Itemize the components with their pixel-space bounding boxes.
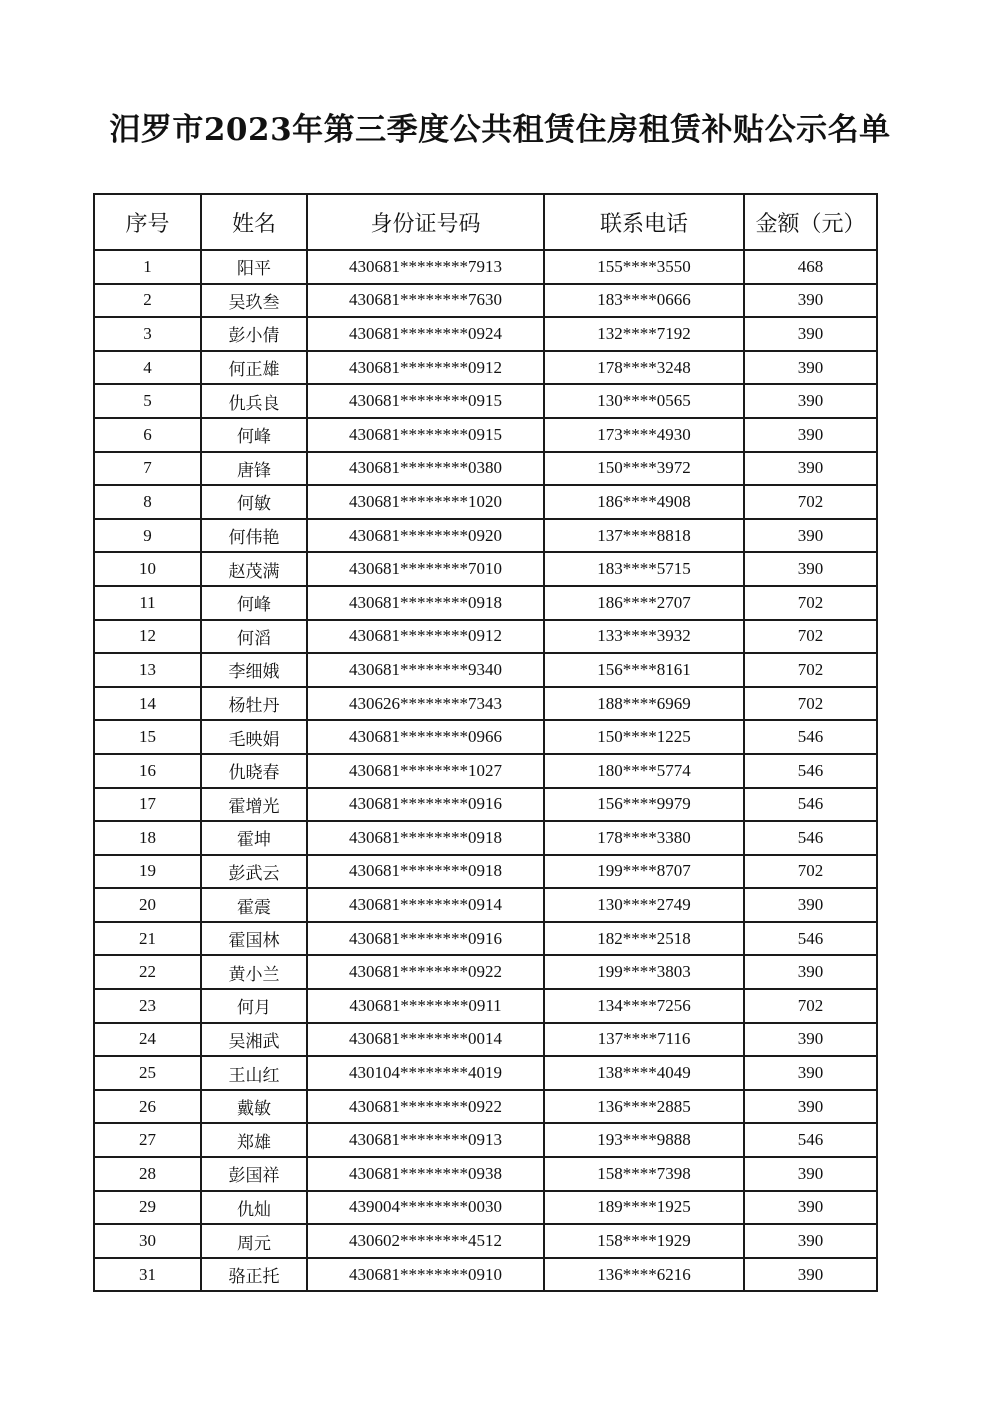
cell-id-number: 430681********0922: [307, 1090, 544, 1124]
table-row: [94, 284, 877, 318]
cell-id-number: 430681********0916: [307, 922, 544, 956]
cell-name: 郑雄: [201, 1123, 307, 1157]
cell-phone: 186****2707: [544, 586, 744, 620]
table-row: [94, 653, 877, 687]
cell-name: 王山红: [201, 1056, 307, 1090]
cell-phone: 136****6216: [544, 1258, 744, 1292]
cell-index: 27: [94, 1123, 201, 1157]
cell-phone: 150****1225: [544, 720, 744, 754]
cell-name: 何滔: [201, 620, 307, 654]
cell-amount: 390: [744, 519, 877, 553]
cell-amount: 390: [744, 452, 877, 486]
cell-phone: 182****2518: [544, 922, 744, 956]
cell-index: 3: [94, 317, 201, 351]
cell-amount: 546: [744, 1123, 877, 1157]
table-row: [94, 1090, 877, 1124]
header-id-number: 身份证号码: [307, 194, 544, 250]
cell-amount: 390: [744, 1191, 877, 1225]
table-row: [94, 552, 877, 586]
cell-id-number: 430681********1027: [307, 754, 544, 788]
cell-phone: 155****3550: [544, 250, 744, 284]
cell-amount: 390: [744, 1224, 877, 1258]
table-row: [94, 620, 877, 654]
table-row: [94, 418, 877, 452]
cell-phone: 156****8161: [544, 653, 744, 687]
cell-index: 10: [94, 552, 201, 586]
cell-id-number: 430681********0922: [307, 955, 544, 989]
cell-phone: 137****7116: [544, 1023, 744, 1057]
cell-index: 20: [94, 888, 201, 922]
cell-id-number: 430104********4019: [307, 1056, 544, 1090]
cell-id-number: 430681********0938: [307, 1157, 544, 1191]
table-row: [94, 1157, 877, 1191]
cell-index: 29: [94, 1191, 201, 1225]
header-name: 姓名: [201, 194, 307, 250]
cell-index: 30: [94, 1224, 201, 1258]
cell-index: 22: [94, 955, 201, 989]
cell-phone: 158****7398: [544, 1157, 744, 1191]
cell-phone: 137****8818: [544, 519, 744, 553]
cell-id-number: 430681********0911: [307, 989, 544, 1023]
cell-index: 5: [94, 384, 201, 418]
cell-name: 黄小兰: [201, 955, 307, 989]
cell-name: 霍增光: [201, 788, 307, 822]
cell-index: 17: [94, 788, 201, 822]
subsidy-table: [93, 193, 878, 1292]
cell-amount: 468: [744, 250, 877, 284]
cell-name: 何正雄: [201, 351, 307, 385]
cell-name: 戴敏: [201, 1090, 307, 1124]
cell-amount: 390: [744, 284, 877, 318]
cell-index: 13: [94, 653, 201, 687]
table-row: [94, 250, 877, 284]
cell-amount: 702: [744, 485, 877, 519]
cell-name: 毛映娟: [201, 720, 307, 754]
cell-amount: 546: [744, 788, 877, 822]
cell-phone: 193****9888: [544, 1123, 744, 1157]
cell-name: 霍震: [201, 888, 307, 922]
cell-index: 9: [94, 519, 201, 553]
page-title: 汨罗市2023年第三季度公共租赁住房租赁补贴公示名单: [109, 112, 891, 148]
cell-id-number: 439004********0030: [307, 1191, 544, 1225]
cell-phone: 189****1925: [544, 1191, 744, 1225]
cell-amount: 546: [744, 821, 877, 855]
cell-id-number: 430681********1020: [307, 485, 544, 519]
cell-id-number: 430602********4512: [307, 1224, 544, 1258]
cell-amount: 702: [744, 620, 877, 654]
table-row: [94, 1123, 877, 1157]
cell-name: 杨牡丹: [201, 687, 307, 721]
table-row: [94, 788, 877, 822]
cell-id-number: 430681********0380: [307, 452, 544, 486]
table-row: [94, 888, 877, 922]
table-row: [94, 452, 877, 486]
cell-index: 25: [94, 1056, 201, 1090]
table-row: [94, 754, 877, 788]
cell-id-number: 430681********7630: [307, 284, 544, 318]
cell-index: 2: [94, 284, 201, 318]
table-row: [94, 519, 877, 553]
cell-phone: 130****2749: [544, 888, 744, 922]
cell-id-number: 430681********0920: [307, 519, 544, 553]
cell-amount: 390: [744, 384, 877, 418]
cell-index: 19: [94, 855, 201, 889]
cell-name: 何月: [201, 989, 307, 1023]
cell-name: 骆正托: [201, 1258, 307, 1292]
cell-phone: 199****8707: [544, 855, 744, 889]
cell-phone: 173****4930: [544, 418, 744, 452]
cell-id-number: 430681********7010: [307, 552, 544, 586]
cell-index: 11: [94, 586, 201, 620]
cell-amount: 390: [744, 955, 877, 989]
cell-amount: 702: [744, 687, 877, 721]
cell-index: 7: [94, 452, 201, 486]
cell-index: 23: [94, 989, 201, 1023]
cell-amount: 702: [744, 586, 877, 620]
table-row: [94, 384, 877, 418]
cell-name: 彭武云: [201, 855, 307, 889]
cell-phone: 188****6969: [544, 687, 744, 721]
cell-amount: 546: [744, 720, 877, 754]
cell-name: 仇晓春: [201, 754, 307, 788]
cell-id-number: 430681********0915: [307, 418, 544, 452]
cell-name: 唐锋: [201, 452, 307, 486]
header-amount: 金额（元）: [744, 194, 877, 250]
cell-id-number: 430681********9340: [307, 653, 544, 687]
table-row: [94, 855, 877, 889]
cell-index: 26: [94, 1090, 201, 1124]
cell-id-number: 430626********7343: [307, 687, 544, 721]
cell-id-number: 430681********0912: [307, 351, 544, 385]
cell-amount: 390: [744, 1023, 877, 1057]
cell-amount: 390: [744, 351, 877, 385]
table-row: [94, 1258, 877, 1292]
cell-phone: 156****9979: [544, 788, 744, 822]
cell-name: 彭国祥: [201, 1157, 307, 1191]
cell-index: 21: [94, 922, 201, 956]
table-row: [94, 720, 877, 754]
cell-id-number: 430681********0014: [307, 1023, 544, 1057]
cell-amount: 390: [744, 1258, 877, 1292]
cell-name: 仇灿: [201, 1191, 307, 1225]
cell-phone: 130****0565: [544, 384, 744, 418]
table-row: [94, 1191, 877, 1225]
cell-phone: 138****4049: [544, 1056, 744, 1090]
table-row: [94, 1224, 877, 1258]
cell-amount: 390: [744, 418, 877, 452]
cell-index: 8: [94, 485, 201, 519]
cell-name: 阳平: [201, 250, 307, 284]
table-body: [94, 250, 877, 1291]
table-row: [94, 922, 877, 956]
cell-index: 15: [94, 720, 201, 754]
cell-id-number: 430681********0918: [307, 855, 544, 889]
table-header-row: [94, 194, 877, 250]
cell-name: 吴玖叁: [201, 284, 307, 318]
cell-name: 何敏: [201, 485, 307, 519]
table-row: [94, 1056, 877, 1090]
cell-phone: 178****3380: [544, 821, 744, 855]
cell-phone: 183****0666: [544, 284, 744, 318]
cell-phone: 158****1929: [544, 1224, 744, 1258]
cell-index: 12: [94, 620, 201, 654]
cell-phone: 136****2885: [544, 1090, 744, 1124]
cell-id-number: 430681********0916: [307, 788, 544, 822]
cell-id-number: 430681********7913: [307, 250, 544, 284]
cell-id-number: 430681********0910: [307, 1258, 544, 1292]
cell-id-number: 430681********0912: [307, 620, 544, 654]
cell-phone: 150****3972: [544, 452, 744, 486]
cell-name: 何峰: [201, 418, 307, 452]
cell-name: 何伟艳: [201, 519, 307, 553]
table-row: [94, 687, 877, 721]
cell-index: 6: [94, 418, 201, 452]
cell-phone: 178****3248: [544, 351, 744, 385]
table-row: [94, 821, 877, 855]
cell-name: 吴湘武: [201, 1023, 307, 1057]
cell-amount: 390: [744, 1090, 877, 1124]
table-row: [94, 1023, 877, 1057]
cell-index: 14: [94, 687, 201, 721]
cell-phone: 133****3932: [544, 620, 744, 654]
cell-phone: 183****5715: [544, 552, 744, 586]
cell-index: 4: [94, 351, 201, 385]
table-row: [94, 485, 877, 519]
cell-index: 28: [94, 1157, 201, 1191]
cell-amount: 702: [744, 653, 877, 687]
cell-name: 霍国林: [201, 922, 307, 956]
cell-name: 彭小倩: [201, 317, 307, 351]
cell-index: 24: [94, 1023, 201, 1057]
table-row: [94, 351, 877, 385]
cell-name: 何峰: [201, 586, 307, 620]
cell-phone: 134****7256: [544, 989, 744, 1023]
table-row: [94, 317, 877, 351]
cell-index: 18: [94, 821, 201, 855]
cell-amount: 390: [744, 1056, 877, 1090]
cell-index: 16: [94, 754, 201, 788]
header-phone: 联系电话: [544, 194, 744, 250]
cell-amount: 390: [744, 552, 877, 586]
cell-amount: 702: [744, 855, 877, 889]
cell-id-number: 430681********0915: [307, 384, 544, 418]
table-row: [94, 586, 877, 620]
cell-amount: 390: [744, 317, 877, 351]
cell-amount: 546: [744, 922, 877, 956]
cell-name: 周元: [201, 1224, 307, 1258]
cell-id-number: 430681********0918: [307, 821, 544, 855]
cell-amount: 546: [744, 754, 877, 788]
cell-name: 霍坤: [201, 821, 307, 855]
cell-phone: 132****7192: [544, 317, 744, 351]
cell-phone: 180****5774: [544, 754, 744, 788]
header-index: 序号: [94, 194, 201, 250]
cell-id-number: 430681********0966: [307, 720, 544, 754]
cell-amount: 702: [744, 989, 877, 1023]
cell-name: 赵茂满: [201, 552, 307, 586]
cell-id-number: 430681********0913: [307, 1123, 544, 1157]
cell-amount: 390: [744, 888, 877, 922]
cell-amount: 390: [744, 1157, 877, 1191]
cell-name: 仇兵良: [201, 384, 307, 418]
cell-name: 李细娥: [201, 653, 307, 687]
cell-phone: 186****4908: [544, 485, 744, 519]
cell-index: 1: [94, 250, 201, 284]
table-row: [94, 955, 877, 989]
cell-phone: 199****3803: [544, 955, 744, 989]
cell-id-number: 430681********0924: [307, 317, 544, 351]
cell-index: 31: [94, 1258, 201, 1292]
cell-id-number: 430681********0918: [307, 586, 544, 620]
cell-id-number: 430681********0914: [307, 888, 544, 922]
table-row: [94, 989, 877, 1023]
